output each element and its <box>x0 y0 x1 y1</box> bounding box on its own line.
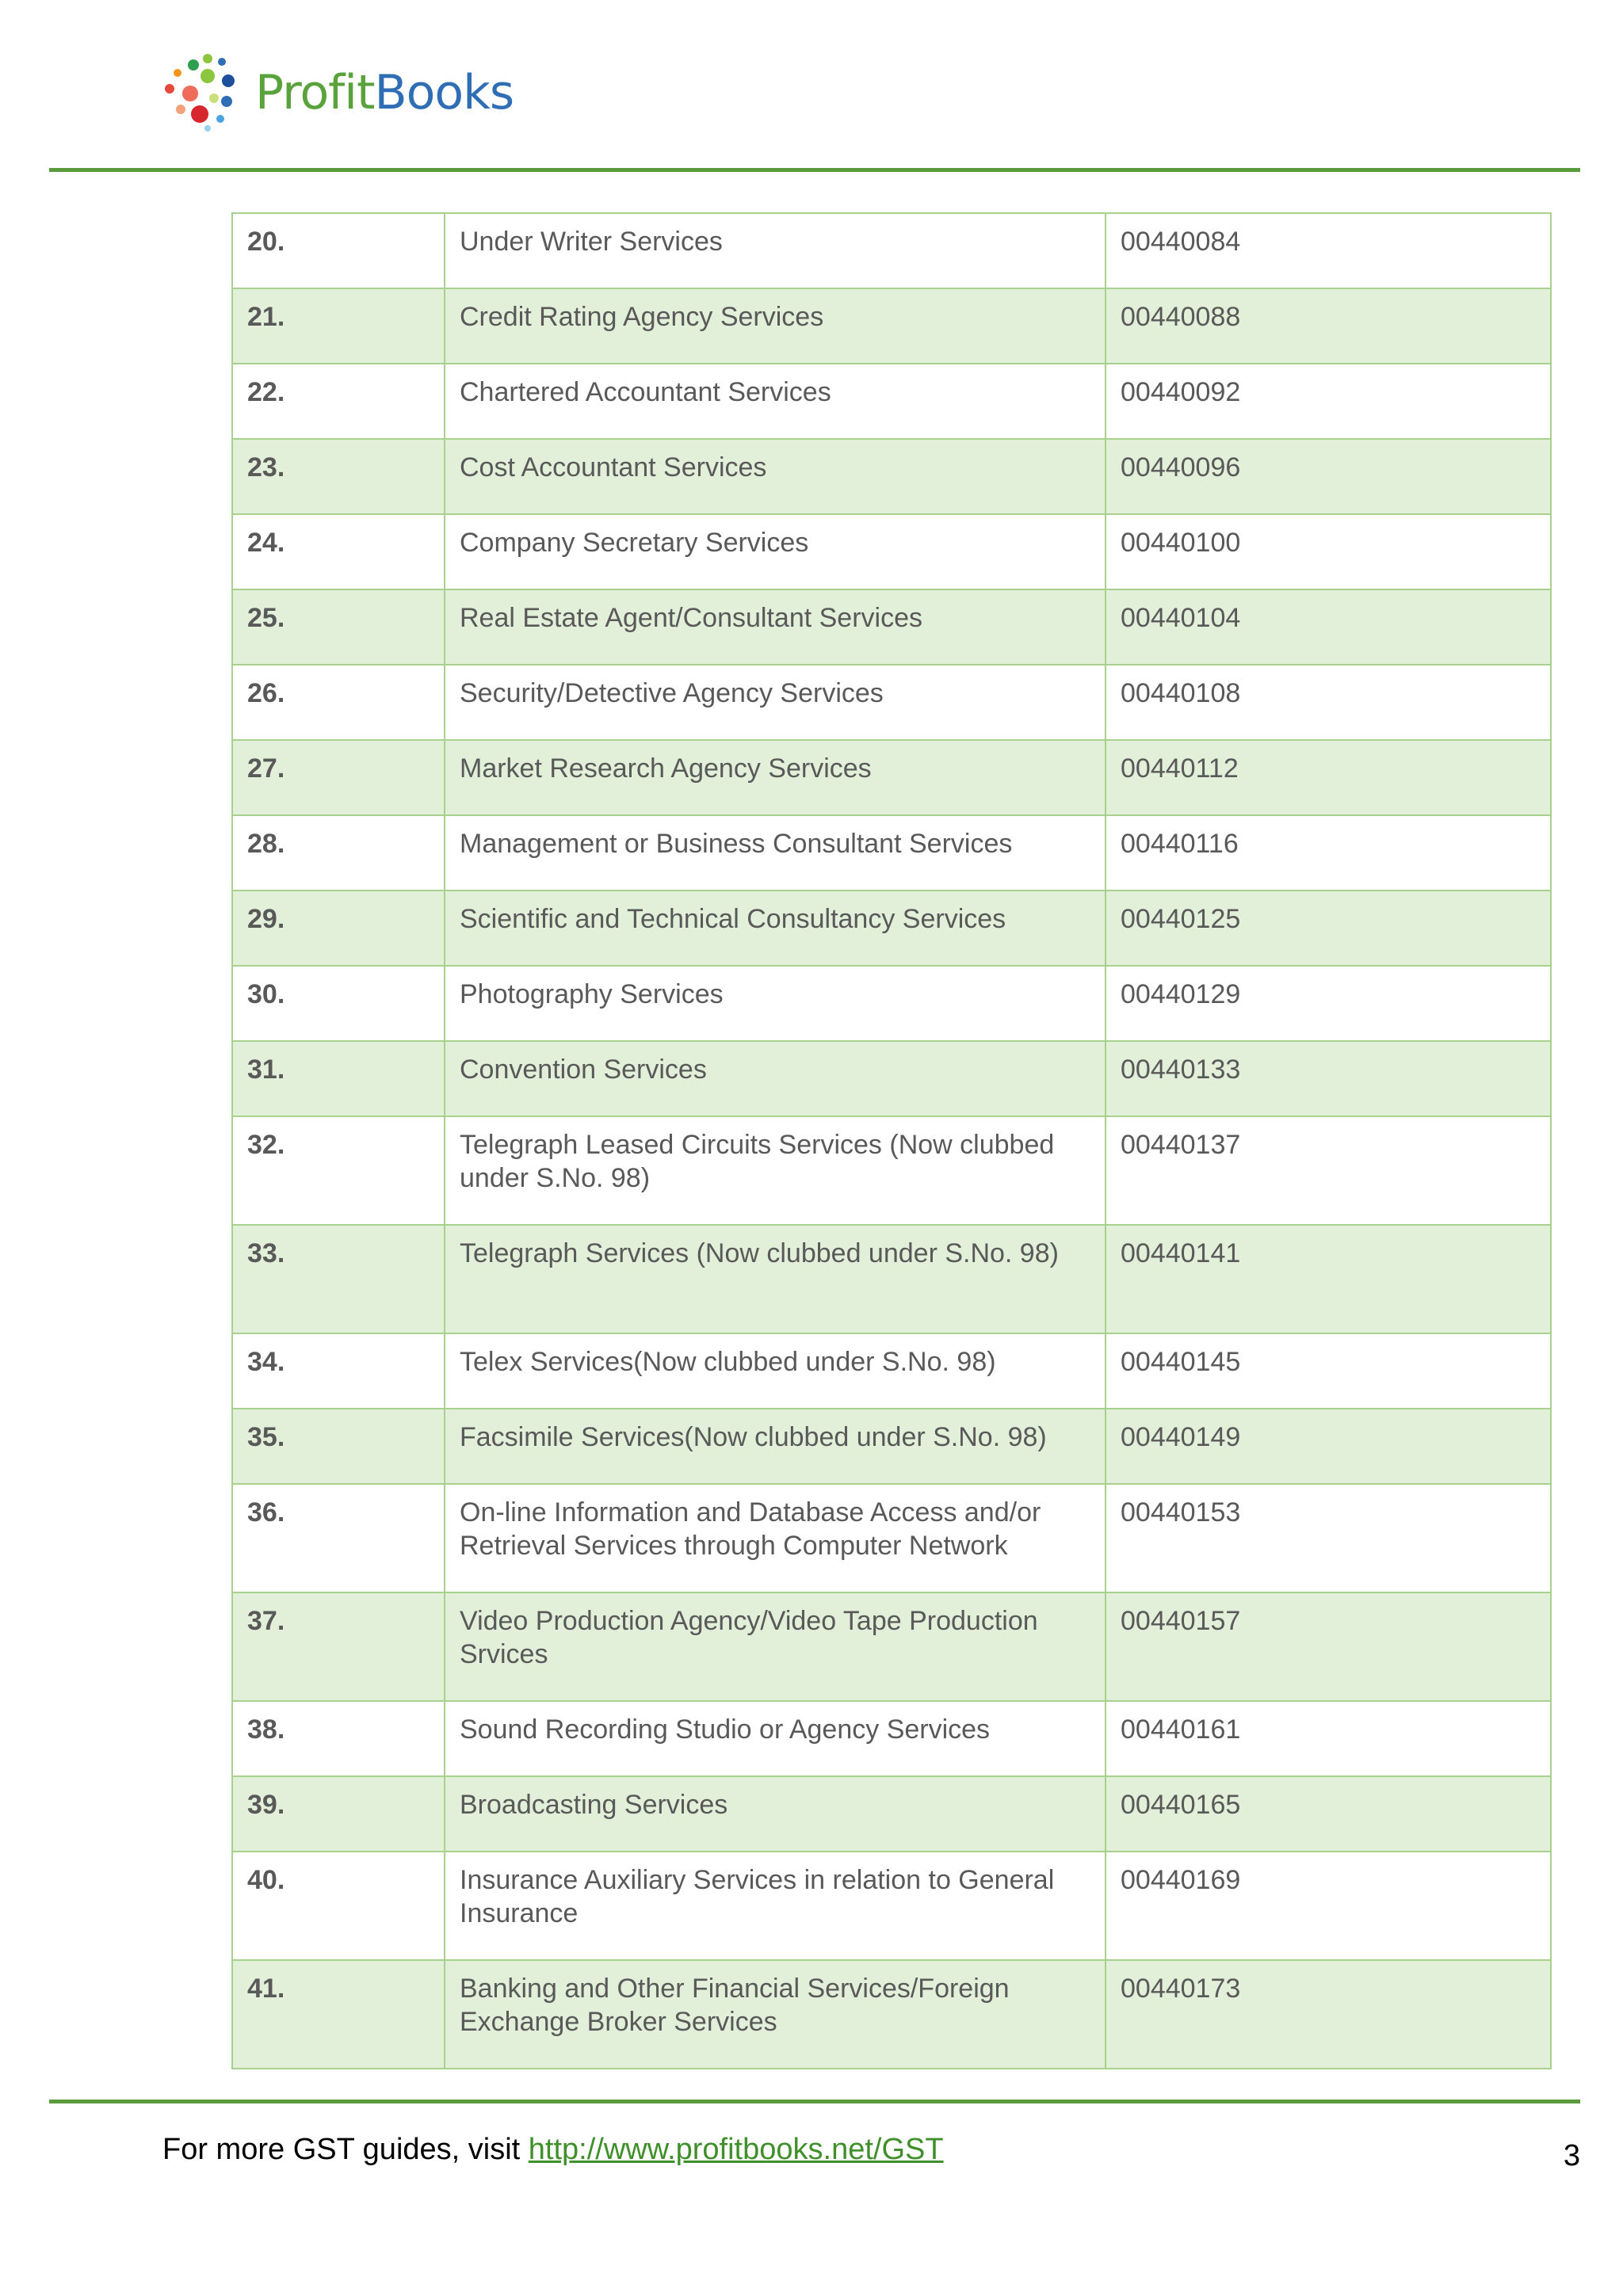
table-row <box>232 1484 1551 1592</box>
table-row <box>232 1041 1551 1116</box>
accounting-code-cell: 00440149 <box>1106 1409 1551 1484</box>
accounting-code-cell: 00440173 <box>1106 1960 1551 2069</box>
header-divider <box>49 168 1580 172</box>
accounting-code-cell: 00440116 <box>1106 815 1551 891</box>
profitbooks-logo <box>158 49 514 136</box>
accounting-code-cell: 00440141 <box>1106 1225 1551 1333</box>
service-name-cell: Scientific and Technical Consultancy Services <box>445 891 1106 966</box>
service-name-cell: Telex Services(Now clubbed under S.No. 98) <box>445 1333 1106 1409</box>
accounting-code-cell: 00440145 <box>1106 1333 1551 1409</box>
serial-number-cell: 24. <box>232 514 445 589</box>
service-name-cell: Broadcasting Services <box>445 1776 1106 1852</box>
table-row <box>232 815 1551 891</box>
table-row <box>232 213 1551 288</box>
serial-number-cell: 41. <box>232 1960 445 2069</box>
accounting-code-cell: 00440157 <box>1106 1592 1551 1701</box>
serial-number-cell: 31. <box>232 1041 445 1116</box>
serial-number-cell: 34. <box>232 1333 445 1409</box>
logo-wordmark <box>255 65 514 120</box>
logo-wordmark-books: Books <box>374 65 514 120</box>
footer-gst-link[interactable]: http://www.profitbooks.net/GST <box>528 2133 944 2166</box>
accounting-code-cell: 00440137 <box>1106 1116 1551 1225</box>
service-name-cell: Convention Services <box>445 1041 1106 1116</box>
accounting-code-cell: 00440165 <box>1106 1776 1551 1852</box>
accounting-code-cell: 00440104 <box>1106 589 1551 665</box>
service-name-cell: Real Estate Agent/Consultant Services <box>445 589 1106 665</box>
service-name-cell: Video Production Agency/Video Tape Production Srvices <box>445 1592 1106 1701</box>
accounting-code-cell: 00440169 <box>1106 1852 1551 1960</box>
accounting-code-cell: 00440125 <box>1106 891 1551 966</box>
service-name-cell: Chartered Accountant Services <box>445 364 1106 439</box>
accounting-code-cell: 00440096 <box>1106 439 1551 514</box>
service-name-cell: Management or Business Consultant Services <box>445 815 1106 891</box>
serial-number-cell: 23. <box>232 439 445 514</box>
service-name-cell: Security/Detective Agency Services <box>445 665 1106 740</box>
serial-number-cell: 25. <box>232 589 445 665</box>
serial-number-cell: 32. <box>232 1116 445 1225</box>
table-row <box>232 1333 1551 1409</box>
table-row <box>232 1701 1551 1776</box>
service-name-cell: Facsimile Services(Now clubbed under S.No. 98) <box>445 1409 1106 1484</box>
serial-number-cell: 21. <box>232 288 445 364</box>
table-row <box>232 439 1551 514</box>
service-name-cell: Banking and Other Financial Services/Foreign Exchange Broker Services <box>445 1960 1106 2069</box>
accounting-code-cell: 00440088 <box>1106 288 1551 364</box>
accounting-code-cell: 00440161 <box>1106 1701 1551 1776</box>
accounting-code-cell: 00440108 <box>1106 665 1551 740</box>
table-row <box>232 589 1551 665</box>
accounting-code-cell: 00440100 <box>1106 514 1551 589</box>
accounting-code-cell: 00440084 <box>1106 213 1551 288</box>
footer-text: For more GST guides, visit <box>162 2133 529 2166</box>
table-row <box>232 288 1551 364</box>
footer-note <box>162 2133 944 2167</box>
service-name-cell: Under Writer Services <box>445 213 1106 288</box>
service-name-cell: Credit Rating Agency Services <box>445 288 1106 364</box>
accounting-code-cell: 00440153 <box>1106 1484 1551 1592</box>
service-name-cell: On-line Information and Database Access and/or Retrieval Services through Computer Network <box>445 1484 1106 1592</box>
service-name-cell: Sound Recording Studio or Agency Services <box>445 1701 1106 1776</box>
footer-divider <box>49 2100 1580 2103</box>
serial-number-cell: 37. <box>232 1592 445 1701</box>
serial-number-cell: 22. <box>232 364 445 439</box>
accounting-code-cell: 00440112 <box>1106 740 1551 815</box>
serial-number-cell: 33. <box>232 1225 445 1333</box>
table-row <box>232 665 1551 740</box>
table-row <box>232 1225 1551 1333</box>
serial-number-cell: 29. <box>232 891 445 966</box>
service-name-cell: Cost Accountant Services <box>445 439 1106 514</box>
service-name-cell: Insurance Auxiliary Services in relation to General Insurance <box>445 1852 1106 1960</box>
table-row <box>232 364 1551 439</box>
table-row <box>232 514 1551 589</box>
service-name-cell: Photography Services <box>445 966 1106 1041</box>
table-row <box>232 1960 1551 2069</box>
services-table-body <box>232 213 1551 2069</box>
table-row <box>232 966 1551 1041</box>
table-row <box>232 1592 1551 1701</box>
serial-number-cell: 20. <box>232 213 445 288</box>
services-table <box>231 212 1552 2069</box>
serial-number-cell: 27. <box>232 740 445 815</box>
serial-number-cell: 40. <box>232 1852 445 1960</box>
accounting-code-cell: 00440129 <box>1106 966 1551 1041</box>
serial-number-cell: 35. <box>232 1409 445 1484</box>
service-name-cell: Company Secretary Services <box>445 514 1106 589</box>
table-row <box>232 1409 1551 1484</box>
serial-number-cell: 39. <box>232 1776 445 1852</box>
serial-number-cell: 28. <box>232 815 445 891</box>
logo-wordmark-profit: Profit <box>255 65 375 120</box>
page-number: 3 <box>1563 2139 1580 2172</box>
serial-number-cell: 36. <box>232 1484 445 1592</box>
table-row <box>232 1116 1551 1225</box>
serial-number-cell: 38. <box>232 1701 445 1776</box>
service-name-cell: Telegraph Services (Now clubbed under S.No. 98) <box>445 1225 1106 1333</box>
accounting-code-cell: 00440133 <box>1106 1041 1551 1116</box>
table-row <box>232 1776 1551 1852</box>
logo-dots-icon <box>158 49 246 136</box>
serial-number-cell: 26. <box>232 665 445 740</box>
table-row <box>232 740 1551 815</box>
table-row <box>232 891 1551 966</box>
table-row <box>232 1852 1551 1960</box>
accounting-code-cell: 00440092 <box>1106 364 1551 439</box>
serial-number-cell: 30. <box>232 966 445 1041</box>
service-name-cell: Market Research Agency Services <box>445 740 1106 815</box>
service-name-cell: Telegraph Leased Circuits Services (Now clubbed under S.No. 98) <box>445 1116 1106 1225</box>
